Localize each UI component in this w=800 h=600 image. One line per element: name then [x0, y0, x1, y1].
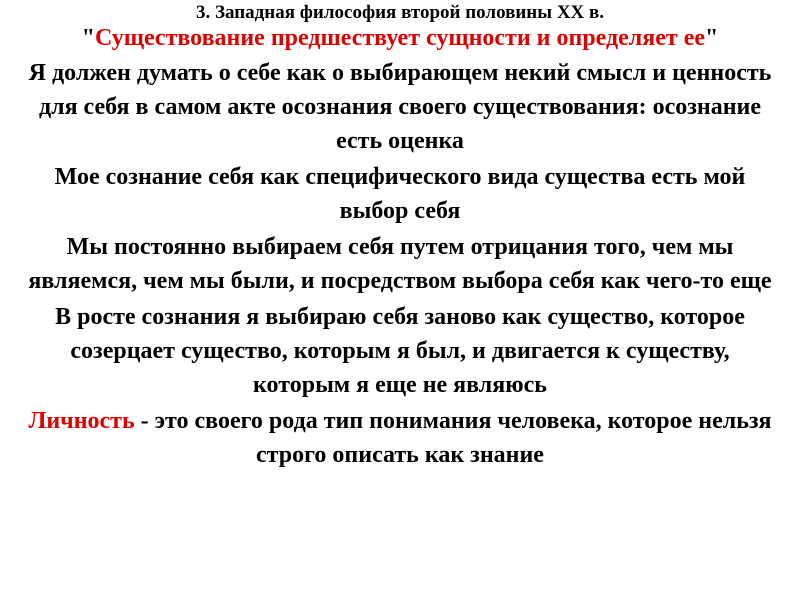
- quote-close-mark: ": [705, 25, 719, 51]
- paragraph-negation: Мы постоянно выбираем себя путем отрицания того, чем мы являемся, чем мы были, и посредством выбора себя как чего-то еще: [28, 234, 772, 294]
- paragraph-personality: [20, 404, 780, 472]
- paragraph-awareness: Я должен думать о себе как о выбирающем некий смысл и ценность для себя в самом акте осознания своего существования: осознание есть оценка: [28, 60, 772, 154]
- personality-definition: - это своего рода тип понимания человека, которое нельзя строго описать как знание: [134, 408, 772, 468]
- section-title: 3. Западная философия второй половины XX в.: [195, 2, 605, 23]
- personality-term: Личность: [28, 408, 135, 434]
- quote-heading: [20, 24, 780, 52]
- paragraph-self-choice: Мое сознание себя как специфического вида существа есть мой выбор себя: [54, 164, 746, 224]
- quote-text: Существование предшествует сущности и определяет ее: [94, 25, 706, 51]
- quote-open-mark: ": [81, 25, 95, 51]
- paragraph-growth: В росте сознания я выбираю себя заново как существо, которое созерцает существо, которым я был, и двигается к существу, которым я еще не являюсь: [55, 304, 745, 398]
